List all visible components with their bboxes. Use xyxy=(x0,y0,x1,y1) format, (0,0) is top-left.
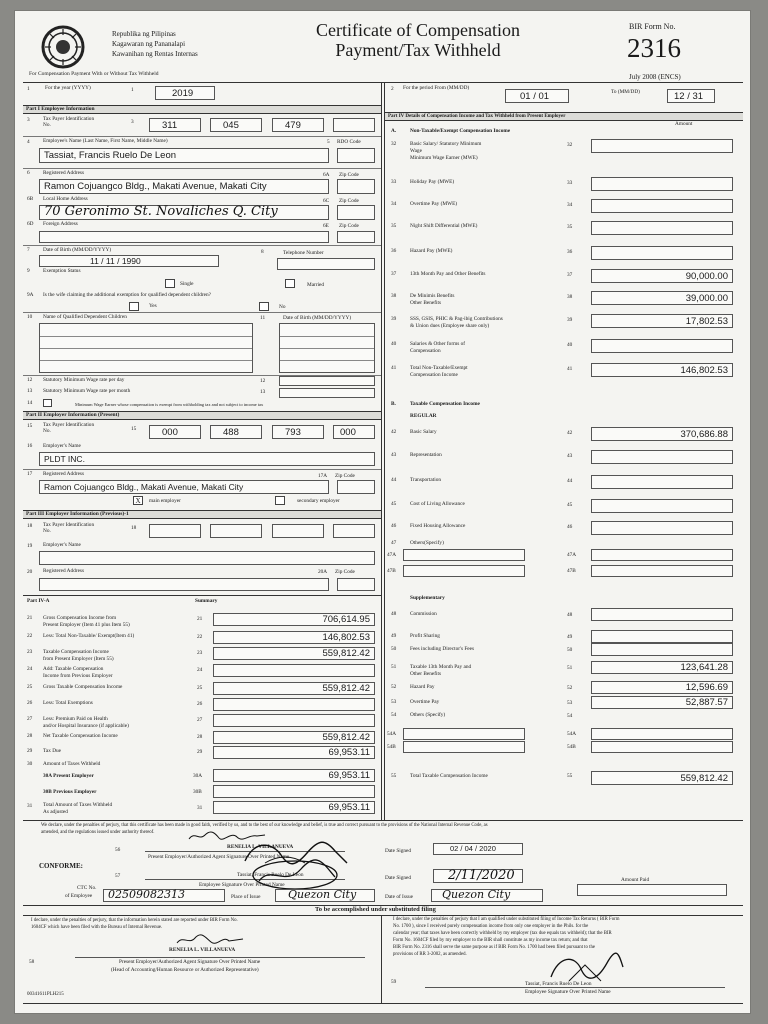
taxable-row-code: 42 xyxy=(567,430,573,436)
zip-6c-field[interactable] xyxy=(337,205,375,220)
summary-row-code: 24 xyxy=(197,667,203,673)
zip-6a-label: Zip Code xyxy=(339,172,359,178)
tin-part-2[interactable]: 045 xyxy=(210,118,262,132)
summary-row-no: 21 xyxy=(27,615,33,621)
prev-tin-2[interactable] xyxy=(210,524,262,538)
employee-name-label: Employee's Name (Last Name, First Name, Middle Name) xyxy=(43,138,168,144)
nontaxable-row-label-2: Compensation xyxy=(410,348,441,354)
employee-substituted-label: Employee Signature Over Printed Name xyxy=(525,989,611,995)
taxable-row-label: Cost of Living Allowance xyxy=(410,501,465,507)
present-employer-label: 30A Present Employer xyxy=(43,773,94,779)
others-47a-value[interactable] xyxy=(591,549,733,561)
others-54a-value[interactable] xyxy=(591,728,733,740)
nontaxable-row-code: 32 xyxy=(567,142,573,148)
supplementary-row-field[interactable] xyxy=(591,630,733,643)
place-of-issue-field[interactable]: Quezon City xyxy=(275,889,375,902)
taxable-row-field[interactable] xyxy=(591,499,733,513)
taxable-row-code: 43 xyxy=(567,453,573,459)
nontaxable-row-code: 41 xyxy=(567,366,573,372)
zip-6e-field[interactable] xyxy=(337,231,375,243)
nontaxable-row-label: Basic Salary/ Statutory Minimum xyxy=(410,141,482,147)
supplementary-row-no: 51 xyxy=(391,664,397,670)
secondary-employer-checkbox[interactable] xyxy=(275,496,285,505)
summary-row-value: 559,812.42 xyxy=(322,683,370,694)
summary-row-label-2: and/or Hospital Insurance (if applicable) xyxy=(43,723,129,729)
main-employer-checkbox[interactable]: X xyxy=(133,496,143,505)
nontaxable-row-label-2: Wage xyxy=(410,148,422,154)
secondary-employer-label: secondary employer xyxy=(297,498,340,504)
summary-row-label-2: Present Employer (Item 41 plus Item 55) xyxy=(43,622,130,628)
nontaxable-row-label: Salaries & Other forms of xyxy=(410,341,466,347)
telephone-field[interactable] xyxy=(277,258,375,270)
summary-row-label-2: Income from Previous Employer xyxy=(43,673,113,679)
supplementary-row-no: 54 xyxy=(391,712,397,718)
bottom-right-declaration: I declare, under the penalties of perjury that I am qualified under substituted filing of Income Tax Returns ( BIR Form xyxy=(393,917,620,922)
summary-row-code: 29 xyxy=(197,749,203,755)
employer-tin-label: Tax Payer Identification No. xyxy=(43,422,95,435)
total-withheld-field[interactable]: 69,953.11 xyxy=(213,801,375,814)
taxable-row-field[interactable] xyxy=(591,450,733,464)
employer-name-field[interactable]: PLDT INC. xyxy=(39,452,375,466)
prev-tin-3[interactable] xyxy=(272,524,324,538)
summary-row-label: Less: Total Exemptions xyxy=(43,700,93,706)
summary-row-value: 559,812.42 xyxy=(322,732,370,743)
supplementary-row-no: 48 xyxy=(391,611,397,617)
employer-address-label: Registered Address xyxy=(43,471,85,477)
summary-row-code: 21 xyxy=(197,616,203,622)
summary-row-code: 26 xyxy=(197,701,203,707)
supplementary-row-field[interactable] xyxy=(591,608,733,621)
year-field[interactable]: 2019 xyxy=(155,86,215,100)
summary-row-code: 22 xyxy=(197,634,203,640)
single-label: Single xyxy=(180,281,194,287)
taxable-row-field[interactable] xyxy=(591,475,733,489)
supplementary-row-no: 52 xyxy=(391,684,397,690)
supplementary-row-field[interactable] xyxy=(591,661,733,674)
prev-zip-label: Zip Code xyxy=(335,569,355,575)
wife-claim-yes[interactable] xyxy=(129,302,139,311)
bir-form-2316: Republika ng Pilipinas Kagawaran ng Pananalapi Kawanihan ng Rentas Internas Certificate of Compensation Payment/Tax Withheld BIR Form No. 2316 July 2008 (ENCS) For Compensation Payment With or Without Tax Withheld 1 For the year (YYYY) 1 2019 2 For the period From (MM/DD) 01 / 01 To (MM/DD) 12 / 31 Part I Employee Information 3 Tax Payer Identification No. 3 311 045 479 4 Employee's Name (Last Name, First Name, Middle Name) 5 RDO Code Tassiat, Francis Ruelo De Leon 6 Registered Address 6A Zip Code Ramon Cojuangco Bldg., Makati Avenue, Makati City 6B Local Home Address 6C Zip Code 70 Geronimo St. Novaliches Q. City 6D Foreign Address 6E Zip Code 7 Date of Birth (MM/DD/YYYY) 8 Telephone Number 11 / 11 / 1990 9 Exemption Status Single Married 9A Is the wife claiming the additional exemption for qualified dependent children? Yes No 10 Name of Qualified Dependent Children 11 Date of Birth (MM/DD/YYYY) 12 Statutory Minimum Wage rate per day 12 13 Statutory Minimum Wage rate per month 13 14 Minimum Wage Earner whose compensation is exempt from withholding tax and not subject to income tax Part II Employer Information (Present) 15 Tax Payer Identification No. 15 000 488 793 000 16 Employer's Name PLDT INC. 17 Registered Address 17A Zip Code Ramon Cojuangco Bldg., Makati Avenue, Makati City X main employer secondary employer Part III Employer Information (Previous)-1 18 Tax Payer Identification No. 18 19 Employer's Name 20 Registered Address 20A Zip Code Part IV-A Summary 30 Amount of Taxes Withheld 30A Present Employer 30A 69,953.11 30B Previous Employer 30B 31 Total Amount of Taxes Withheld As adjusted 31 69,953.11 Part IV Details of Compensation Income and Tax Withheld from Present Employer Amount A. Non-Taxable/Exempt Compensation Income B. Taxable Compensation Income REGULAR 47 Others(Specify) 47A 47A 47B 47B Supplementary 54A 54A 54B 54B 55 Total Taxable Compensation Income 55 559,812.42 We declare, under the penalties of perjury, that this certificate has been made in good faith, verified by us, and to the best of our knowledge and belief, is true and correct pursuant to the provisions of the National Internal Revenue Code, as amended, and the regulations issued under authority thereof. 56 RENELIA L. VILLANUEVA Present Employer/Authorized Agent Signature Over Printed Name Date Signed 02 / 04 / 2020 CONFORME: 57 Tassiat, Francis Ruelo De Leon Employee Signature Over Printed Name Date Signed 2/11/2020 Amount Paid CTC No. of Employee 02509082313 Quezon City Place of Issue Date of Issue Quezon City To be accomplished under substituted filing I declare, under the penalties of perjury, that the information herein stated are reported under BIR Form No. 1604CF which have been filed with the Bureau of Internal Revenue. RENELIA L. VILLANUEVA 58 Present Employer/Authorized Agent Signature Over Printed Name (Head of Accounting/Human Resource or Authorized Representative) I declare, under the penalties of perjury that I am qualified under substituted filing of Income Tax Returns ( BIR Form No. 1700 ), since I received purely compensation income from only one employer in the Phils. for the calendar year; that taxes have been correctly withheld by my employer (tax due equals tax withheld); that the BIR Form No. 1604CF filed by my employer to the BIR shall constitute as my income tax return; and that BIR Form No. 2316 shall serve the same purpose as if BIR Form No. 1700 had been filed pursuant to the provisions of RR 3-2002, as amended. 59 Tassiat, Francis Ruelo De Leon Employee Signature Over Printed Name 00341611PLH215 21 Gross Compensation Income from Present Employer (Item 41 plus Item 55) 21 706,614.95 22 Less: Total Non-Taxable/ Exempt(Item 41) 22 146,802.53 23 Taxable Compensation Income from Present Employer (Item 55) 23 559,812.42 24 Add: Taxable Compensation Income from Previous Employer 24 25 Gross Taxable Compensation Income 25 559,812.42 26 Less: Total Exemptions 26 27 Less: Premium Paid on Health and/or Hospital Insurance (if applicable) 27 28 Net Taxable Compensation Income 28 559,812.42 29 Tax Due 29 69,953.11 32 Basic Salary/ Statutory Minimum Wage Minimum Wage Earner (MWE) 32 33 Holiday Pay (MWE) 33 34 Overtime Pay (MWE) 34 35 Night Shift Differential (MWE) 35 36 Hazard Pay (MWE) 36 37 13th Month Pay and Other Benefits 37 90,000.00 38 De Minimis Benefits Other Benefits 38 39,000.00 39 SSS, GSIS, PHIC & Pag-ibig Contributions & Union dues (Employee share only) 39 17,802.53 40 Salaries & Other forms of Compensation 40 41 Total Non-Taxable/Exempt Compensation Income 41 146,802.53 42 Basic Salary 42 370,686.88 43 Representation 43 44 Transportation 44 45 Cost of Living Allowance 45 46 Fixed Housing Allowance 46 48 Commission 48 49 Profit Sharing 49 50 Fees including Director's Fees 50 51 Taxable 13th Month Pay and Other Benefits 51 123,641.28 52 Hazard Pay 52 12,596.69 53 Overtime Pay 53 52,887.57 54 Others (Specify) 54 xyxy=(14,10,751,1014)
date-of-issue-field[interactable]: Quezon City xyxy=(431,889,543,902)
summary-row-field[interactable] xyxy=(213,682,375,695)
nontaxable-row-field[interactable] xyxy=(591,199,733,213)
summary-row-field[interactable] xyxy=(213,698,375,711)
summary-row-label: Less: Total Non-Taxable/ Exempt(Item 41) xyxy=(43,633,135,639)
yes-label: Yes xyxy=(149,303,157,309)
summary-row-label: Gross Taxable Compensation Income xyxy=(43,684,123,690)
others-47b-desc[interactable] xyxy=(403,565,525,577)
prev-zip-field[interactable] xyxy=(337,578,375,591)
period-label: For the period From (MM/DD) xyxy=(403,85,470,91)
supplementary-row-label: Fees including Director's Fees xyxy=(410,646,475,652)
part2-header: Part II Employer Information (Present) xyxy=(23,411,381,420)
summary-row-label: Add: Taxable Compensation xyxy=(43,666,104,672)
summary-row-label-2: from Present Employer (Item 55) xyxy=(43,656,114,662)
amount-paid-label: Amount Paid xyxy=(621,877,650,883)
summary-row-value: 146,802.53 xyxy=(322,632,370,643)
taxable-row-code: 44 xyxy=(567,478,573,484)
nontaxable-row-value: 39,000.00 xyxy=(685,293,728,304)
married-label: Married xyxy=(307,282,325,288)
rdo-label: RDO Code xyxy=(337,139,361,145)
mwe-checkbox[interactable] xyxy=(43,399,52,407)
nontaxable-row-field[interactable] xyxy=(591,291,733,305)
nontaxable-row-field[interactable] xyxy=(591,139,733,153)
others-specify-label: Others(Specify) xyxy=(410,540,444,546)
nontaxable-row-field[interactable] xyxy=(591,339,733,353)
nontaxable-row-label-3: Minimum Wage Earner (MWE) xyxy=(410,155,478,161)
summary-row-no: 29 xyxy=(27,748,33,754)
nontaxable-row-code: 40 xyxy=(567,342,573,348)
nontaxable-row-code: 34 xyxy=(567,202,573,208)
period-to-label: To (MM/DD) xyxy=(611,89,640,95)
supplementary-row-code: 49 xyxy=(567,634,573,640)
date-of-issue-label: Date of Issue xyxy=(385,894,413,900)
taxable-row-field[interactable] xyxy=(591,427,733,441)
taxable-row-label: Basic Salary xyxy=(410,429,437,435)
supplementary-row-label-2: Other Benefits xyxy=(410,671,442,677)
summary-row-label: Taxable Compensation Income xyxy=(43,649,109,655)
employer-tin-4[interactable]: 000 xyxy=(333,425,375,439)
nontaxable-row-no: 37 xyxy=(391,271,397,277)
summary-row-value: 559,812.42 xyxy=(322,648,370,659)
others-54b-desc[interactable] xyxy=(403,741,525,753)
foreign-address-label: Foreign Address xyxy=(43,221,78,227)
date-signed-field[interactable]: 02 / 04 / 2020 xyxy=(433,843,523,855)
summary-row-no: 27 xyxy=(27,716,33,722)
supplementary-row-label: Hazard Pay xyxy=(410,684,435,690)
reg-address-field[interactable]: Ramon Cojuangco Bldg., Makati Avenue, Makati City xyxy=(39,179,329,194)
supplementary-row-field[interactable] xyxy=(591,696,733,709)
form-code: 00341611PLH215 xyxy=(27,992,64,997)
employer-zip-label: Zip Code xyxy=(335,473,355,479)
summary-row-no: 26 xyxy=(27,700,33,706)
others-47b-value[interactable] xyxy=(591,565,733,577)
nontaxable-row-no: 39 xyxy=(391,316,397,322)
nontaxable-row-label: Overtime Pay (MWE) xyxy=(410,201,458,207)
amount-paid-field[interactable] xyxy=(577,884,727,896)
supplementary-row-code: 52 xyxy=(567,685,573,691)
employer-tin-3[interactable]: 793 xyxy=(272,425,324,439)
summary-row-field[interactable] xyxy=(213,613,375,626)
summary-row-code: 25 xyxy=(197,685,203,691)
taxable-row-no: 43 xyxy=(391,452,397,458)
supplementary-row-no: 49 xyxy=(391,633,397,639)
nontaxable-row-label: Total Non-Taxable/Exempt xyxy=(410,365,468,371)
form-version: July 2008 (ENCS) xyxy=(629,73,681,81)
head-accounting-name: RENELIA L. VILLANUEVA xyxy=(169,947,236,953)
employee-substituted-name: Tassiat, Francis Ruelo De Leon xyxy=(525,981,592,987)
supplementary-row-value: 52,887.57 xyxy=(685,697,728,708)
summary-row-field[interactable] xyxy=(213,714,375,727)
taxable-row-label: Representation xyxy=(410,452,442,458)
amount-header: Amount xyxy=(675,121,693,127)
prev-employer-name-label: Employer's Name xyxy=(43,542,81,548)
employer-name-label: Employer's Name xyxy=(43,443,81,449)
nontaxable-row-field[interactable] xyxy=(591,177,733,191)
employer-zip-field[interactable] xyxy=(337,480,375,494)
single-checkbox[interactable] xyxy=(165,279,175,288)
nontaxable-row-code: 35 xyxy=(567,224,573,230)
nontaxable-row-field[interactable] xyxy=(591,269,733,283)
taxable-row-label: Transportation xyxy=(410,477,441,483)
summary-row-value: 706,614.95 xyxy=(322,614,370,625)
part4-header: Part IV Details of Compensation Income and Tax Withheld from Present Employer xyxy=(385,112,743,121)
ctc-label: CTC No. xyxy=(77,885,97,891)
supplementary-row-code: 51 xyxy=(567,665,573,671)
dob-label: Date of Birth (MM/DD/YYYY) xyxy=(43,247,112,253)
supplementary-row-value: 123,641.28 xyxy=(680,662,728,673)
married-checkbox[interactable] xyxy=(285,279,295,288)
nontaxable-row-label: SSS, GSIS, PHIC & Pag-ibig Contributions xyxy=(410,316,503,322)
regular-header: REGULAR xyxy=(410,413,437,419)
wife-claim-label: Is the wife claiming the additional exemption for qualified dependent children? xyxy=(43,292,211,298)
date-signed-label: Date Signed xyxy=(385,848,412,854)
supplementary-row-label: Overtime Pay xyxy=(410,699,440,705)
wife-claim-no[interactable] xyxy=(259,302,269,311)
agency-line-1: Republika ng Pilipinas xyxy=(112,30,176,38)
nontaxable-row-no: 40 xyxy=(391,341,397,347)
bir-seal-icon xyxy=(41,25,85,69)
others-47a-desc[interactable] xyxy=(403,549,525,561)
year-label: For the year (YYYY) xyxy=(45,85,91,91)
place-of-issue-label: Place of Issue xyxy=(231,894,261,900)
summary-row-label: Net Taxable Compensation Income xyxy=(43,733,118,739)
supplementary-row-label: Profit Sharing xyxy=(410,633,440,639)
supplementary-row-label: Taxable 13th Month Pay and xyxy=(410,664,472,670)
prev-address-field[interactable] xyxy=(39,578,329,591)
total-taxable-label: Total Taxable Compensation Income xyxy=(410,773,488,779)
form-subtitle: For Compensation Payment With or Without Tax Withheld xyxy=(29,71,159,77)
supplementary-row-code: 50 xyxy=(567,647,573,653)
local-address-field[interactable]: 70 Geronimo St. Novaliches Q. City xyxy=(39,205,329,220)
nontaxable-row-label: 13th Month Pay and Other Benefits xyxy=(410,271,486,277)
nontaxable-row-value: 17,802.53 xyxy=(685,316,728,327)
no-label: No xyxy=(279,304,286,310)
supplementary-row-code: 53 xyxy=(567,700,573,706)
present-employer-tax-field[interactable]: 69,953.11 xyxy=(213,769,375,782)
head-accounting-signature xyxy=(175,933,245,947)
taxable-row-label: Fixed Housing Allowance xyxy=(410,523,466,529)
nontaxable-row-label: Hazard Pay (MWE) xyxy=(410,248,453,254)
employer-rep-name: RENELIA L. VILLANUEVA xyxy=(227,844,294,850)
employer-tin-2[interactable]: 488 xyxy=(210,425,262,439)
nontaxable-row-label: Holiday Pay (MWE) xyxy=(410,179,455,185)
head-accounting-label: Present Employer/Authorized Agent Signature Over Printed Name xyxy=(119,959,261,965)
dependents-label: Name of Qualified Dependent Children xyxy=(43,314,127,320)
employer-tin-1[interactable]: 000 xyxy=(149,425,201,439)
nontaxable-row-no: 36 xyxy=(391,248,397,254)
total-taxable-field[interactable]: 559,812.42 xyxy=(591,771,733,785)
summary-row-field[interactable] xyxy=(213,731,375,744)
nontaxable-row-label-2: Other Benefits xyxy=(410,300,442,306)
mwe-label: Minimum Wage Earner whose compensation is exempt from withholding tax and not subject to income tax xyxy=(75,402,264,407)
nontaxable-row-no: 34 xyxy=(391,201,397,207)
taxable-row-no: 45 xyxy=(391,501,397,507)
others-54a-desc[interactable] xyxy=(403,728,525,740)
previous-employer-tax-field[interactable] xyxy=(213,785,375,798)
summary-row-value: 69,953.11 xyxy=(328,747,370,758)
telephone-label: Telephone Number xyxy=(283,250,324,256)
taxable-row-no: 46 xyxy=(391,523,397,529)
supplementary-row-code: 54 xyxy=(567,713,573,719)
nontaxable-row-no: 32 xyxy=(391,141,397,147)
form-number: 2316 xyxy=(627,33,681,63)
summary-row-no: 23 xyxy=(27,649,33,655)
nontaxable-row-code: 38 xyxy=(567,294,573,300)
prev-tin-1[interactable] xyxy=(149,524,201,538)
supplementary-row-field[interactable] xyxy=(591,643,733,656)
nontaxable-row-no: 38 xyxy=(391,293,397,299)
summary-row-code: 28 xyxy=(197,734,203,740)
previous-employer-label: 30B Previous Employer xyxy=(43,789,97,795)
taxable-row-no: 42 xyxy=(391,429,397,435)
summary-row-field[interactable] xyxy=(213,631,375,644)
foreign-address-field[interactable] xyxy=(39,231,329,243)
form-title-line-1: Certificate of Compensation xyxy=(316,20,520,40)
zip-6c-label: Zip Code xyxy=(339,198,359,204)
nontaxable-row-label: Night Shift Differential (MWE) xyxy=(410,223,478,229)
nontaxable-row-label-2: Compensation Income xyxy=(410,372,458,378)
mw-day-field[interactable] xyxy=(279,376,375,386)
supplementary-header: Supplementary xyxy=(410,595,445,601)
taxable-row-value: 370,686.88 xyxy=(680,429,728,440)
supplementary-row-field[interactable] xyxy=(591,681,733,694)
declaration-text: We declare, under the penalties of perjury, that this certificate has been made in good faith, verified by us, and to the best of our knowledge and belief, is true and correct pursuant to the provisions of the National Internal Revenue Code, as xyxy=(41,823,488,828)
summary-header: Summary xyxy=(195,598,218,604)
taxes-withheld-label: Amount of Taxes Withheld xyxy=(43,761,101,767)
reg-address-label: Registered Address xyxy=(43,170,85,176)
supplementary-row-value: 12,596.69 xyxy=(685,682,728,693)
employee-signature-label: Employee Signature Over Printed Name xyxy=(199,882,285,888)
nontaxable-row-label: De Minimis Benefits xyxy=(410,293,455,299)
nontaxable-row-code: 37 xyxy=(567,272,573,278)
rdo-code-field[interactable] xyxy=(337,148,375,163)
dependent-dob-label: Date of Birth (MM/DD/YYYY) xyxy=(283,315,352,321)
tin-part-3[interactable]: 479 xyxy=(272,118,324,132)
summary-row-label: Less: Premium Paid on Health xyxy=(43,716,108,722)
substituted-filing-header: To be accomplished under substituted filing xyxy=(315,906,436,913)
section-a-header: Non-Taxable/Exempt Compensation Income xyxy=(410,128,511,134)
mw-day-label: Statutory Minimum Wage rate per day xyxy=(43,377,125,383)
prev-address-label: Registered Address xyxy=(43,568,85,574)
supplementary-row-label: Others (Specify) xyxy=(410,712,446,718)
nontaxable-row-field[interactable] xyxy=(591,363,733,377)
mw-month-field[interactable] xyxy=(279,388,375,398)
summary-row-no: 22 xyxy=(27,633,33,639)
supplementary-row-code: 48 xyxy=(567,612,573,618)
exemption-label: Exemption Status xyxy=(43,268,81,274)
summary-row-no: 24 xyxy=(27,666,33,672)
conforme-label: CONFORME: xyxy=(39,862,83,870)
form-title xyxy=(283,20,553,60)
section-b-header: Taxable Compensation Income xyxy=(410,401,480,407)
tin-part-1[interactable]: 311 xyxy=(149,118,201,132)
nontaxable-row-no: 33 xyxy=(391,179,397,185)
summary-row-field[interactable] xyxy=(213,746,375,759)
main-employer-label: main employer xyxy=(149,498,181,504)
date-signed-2-label: Date Signed xyxy=(385,875,412,881)
prev-employer-name-field[interactable] xyxy=(39,551,375,565)
local-address-label: Local Home Address xyxy=(43,196,88,202)
supplementary-row-no: 50 xyxy=(391,646,397,652)
mw-month-label: Statutory Minimum Wage rate per month xyxy=(43,388,131,394)
employee-printed-name: Tassiat, Francis Ruelo De Leon xyxy=(237,872,304,878)
summary-row-no: 25 xyxy=(27,684,33,690)
summary-row-label: Gross Compensation Income from xyxy=(43,615,117,621)
nontaxable-row-field[interactable] xyxy=(591,221,733,235)
nontaxable-row-code: 33 xyxy=(567,180,573,186)
nontaxable-row-no: 41 xyxy=(391,365,397,371)
summary-row-field[interactable] xyxy=(213,647,375,660)
nontaxable-row-no: 35 xyxy=(391,223,397,229)
nontaxable-row-label-2: & Union dues (Employee share only) xyxy=(410,323,490,329)
period-from-field[interactable]: 01 / 01 xyxy=(505,89,569,103)
agency-line-2: Kagawaran ng Pananalapi xyxy=(112,40,186,48)
taxable-row-no: 44 xyxy=(391,477,397,483)
tin-label: Tax Payer Identification No. xyxy=(43,116,95,129)
zip-6e-label: Zip Code xyxy=(339,223,359,229)
summary-row-field[interactable] xyxy=(213,664,375,677)
nontaxable-row-code: 39 xyxy=(567,317,573,323)
employer-signature-label: Present Employer/Authorized Agent Signature Over Printed Name xyxy=(148,854,290,860)
others-54b-value[interactable] xyxy=(591,741,733,753)
nontaxable-row-field[interactable] xyxy=(591,314,733,328)
nontaxable-row-value: 90,000.00 xyxy=(685,271,728,282)
taxable-row-code: 46 xyxy=(567,524,573,530)
nontaxable-row-field[interactable] xyxy=(591,246,733,260)
prev-tin-label: Tax Payer Identification No. xyxy=(43,522,95,535)
summary-row-code: 27 xyxy=(197,717,203,723)
taxable-row-field[interactable] xyxy=(591,521,733,535)
tin-part-4[interactable] xyxy=(333,118,375,132)
part4a-header: Part IV-A xyxy=(27,598,50,604)
part1-header: Part I Employee Information xyxy=(23,105,381,114)
form-title-line-2: Payment/Tax Withheld xyxy=(335,40,501,60)
nontaxable-row-value: 146,802.53 xyxy=(680,365,728,376)
summary-row-code: 23 xyxy=(197,650,203,656)
supplementary-row-no: 53 xyxy=(391,699,397,705)
agency-line-3: Kawanihan ng Rentas Internas xyxy=(112,50,198,58)
total-withheld-label: Total Amount of Taxes Withheld xyxy=(43,802,113,808)
part3-header: Part III Employer Information (Previous)-1 xyxy=(23,510,381,519)
dependents-dob-table[interactable] xyxy=(279,323,375,373)
form-no-label: BIR Form No. xyxy=(629,22,676,31)
prev-tin-4[interactable] xyxy=(333,524,375,538)
summary-row-label: Tax Due xyxy=(43,748,62,754)
nontaxable-row-code: 36 xyxy=(567,249,573,255)
zip-6a-field[interactable] xyxy=(337,179,375,194)
employer-address-field[interactable]: Ramon Cojuangco Bldg., Makati Avenue, Makati City xyxy=(39,480,329,494)
ctc-field[interactable]: 02509082313 xyxy=(103,889,225,902)
dob-field[interactable]: 11 / 11 / 1990 xyxy=(39,255,219,267)
taxable-row-code: 45 xyxy=(567,502,573,508)
bottom-left-declaration: I declare, under the penalties of perjury, that the information herein stated are reported under BIR Form No. xyxy=(31,918,238,923)
date-signed-2-field[interactable]: 2/11/2020 xyxy=(433,869,523,883)
period-to-field[interactable]: 12 / 31 xyxy=(667,89,715,103)
summary-row-no: 28 xyxy=(27,733,33,739)
employee-name-field[interactable]: Tassiat, Francis Ruelo De Leon xyxy=(39,148,329,163)
dependents-table[interactable] xyxy=(39,323,253,373)
supplementary-row-label: Commission xyxy=(410,611,437,617)
